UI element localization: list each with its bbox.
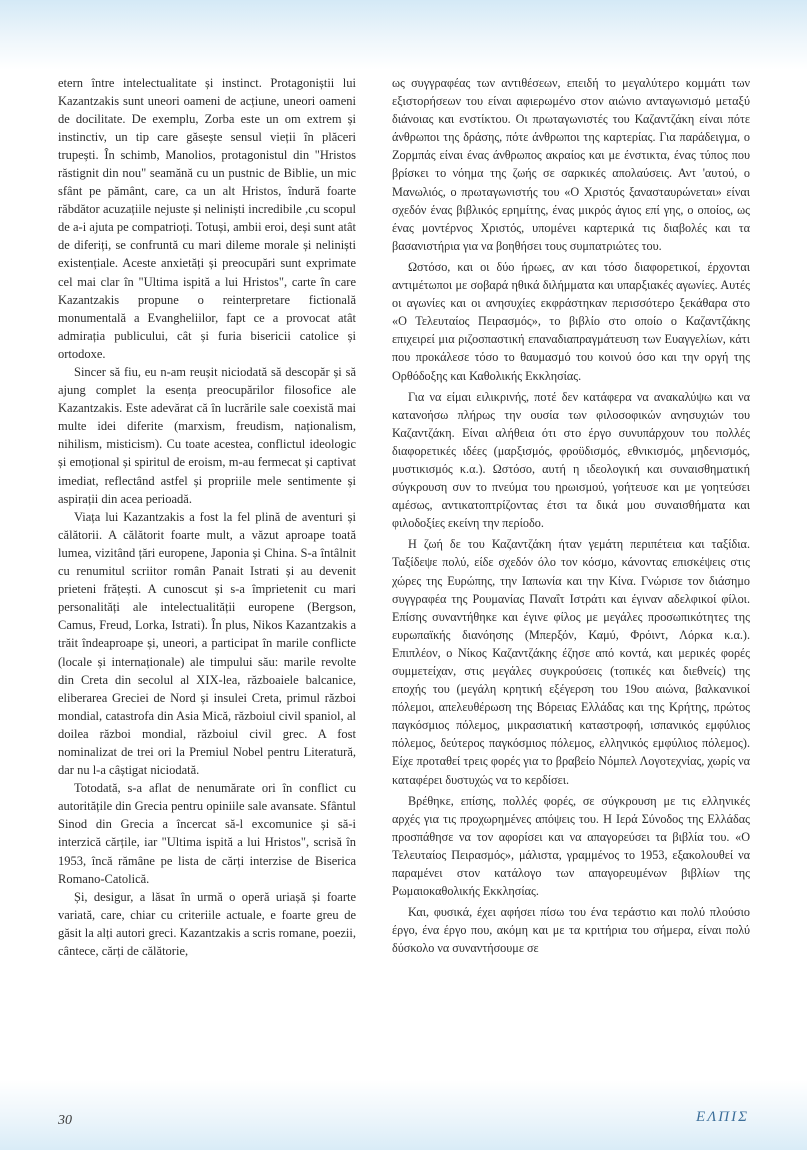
- paragraph-el-6: Και, φυσικά, έχει αφήσει πίσω του ένα τεράστιο και πολύ πλούσιο έργο, ένα έργο που, ακόμη και με τα κριτήρια του σήμερα, είναι πολύ δύσκολο να συναντήσουμε σε: [392, 905, 750, 956]
- romanian-text-column: [58, 74, 356, 1074]
- paragraph-ro-5: Și, desigur, a lăsat în urmă o operă uriașă și foarte variată, care, chiar cu criteriile actuale, e foarte greu de găsit la alți autori greci. Kazantzakis a scris romane, poezii, cântece, cărți de călătorie,: [58, 890, 356, 959]
- paragraph-el-1: ως συγγραφέας των αντιθέσεων, επειδή το μεγαλύτερο κομμάτι των εξιστορήσεων του είναι αφιερωμένο στον αιώνιο ανταγωνισμό μεταξύ διάνοιας και ενστίκτου. Οι πρωταγωνιστές του Καζαντζάκη είναι πότε άνθρωποι της δράσης, πότε άνθρωποι της καρτερίας. Για παράδειγμα, ο Ζορμπάς είναι ένας άνθρωπος ακραίος και με ένστικτα, ένας τύπος που βρίσκει το νόημα της ζωής σε σαρκικές απολαύσεις. Αντ 'αυτού, ο Μανωλιός, ο πρωταγωνιστής του «Ο Χριστός ξανασταυρώνεται» είναι σχεδόν ένας βιβλικός ερημίτης, ένας μικρός άγιος επί γης, ο οποίος, ως ένας μοντέρνος Χριστός, υπομένει καρτερικά τις διαβολές και τα βασανιστήρια για να βοηθήσει τους συμπατριώτες του.: [392, 76, 750, 253]
- greek-text-column: [392, 74, 750, 1086]
- journal-name: ΕΛΠΙΣ: [696, 1109, 749, 1125]
- paragraph-el-4: Η ζωή δε του Καζαντζάκη ήταν γεμάτη περιπέτεια και ταξίδια. Ταξίδεψε πολύ, είδε σχεδόν όλο τον κόσμο, κάνοντας επισκέψεις στις χώρες της Ευρώπης, την Ιαπωνία και την Κίνα. Γνώρισε τον διάσημο συγγραφέα της Ρουμανίας Παναΐτ Ιστράτι και έγιναν αδελφικοί φίλοι. Επίσης συναντήθηκε και έγινε φίλος με μεγάλες προσωπικότητες της ευρωπαϊκής διανόησης (Μπερξόν, Καμύ, Φρόιντ, Λόρκα κ.α.). Επιπλέον, ο Νίκος Καζαντζάκης έζησε από κοντά, και μερικές φορές συμμετείχαν, στις μεγάλες συγκρούσεις (τοπικές και διεθνείς) της εποχής του (μεγάλη κρητική εξέγερση του 19ου αιώνα, βαλκανικοί πόλεμοι, απελευθέρωση της Βόρειας Ελλάδας και της Κρήτης, πρώτος παγκόσμιος πόλεμος, μικρασιατική καταστροφή, ισπανικός εμφύλιος πόλεμος, δεύτερος παγκόσμιος πόλεμος, ελληνικός εμφύλιος πόλεμος). Είχε προταθεί τρεις φορές για το βραβείο Νόμπελ Λογοτεχνίας, χωρίς να καταφέρει δυστυχώς να το κερδίσει.: [392, 537, 750, 787]
- header-gradient-band: [0, 0, 807, 70]
- paragraph-ro-1: etern între intelectualitate și instinct. Protagoniștii lui Kazantzakis sunt uneori oameni de acțiune, uneori oameni de docilitate. De exemplu, Zorba este un om extrem și instinctiv, un tip care găsește sensul vieții în plăceri trupești. În schimb, Manolios, protagonistul din "Hristos răstignit din nou" seamănă cu un pustnic de Biblie, un mic sfânt pe pământ, care, ca un alt Hristos, îndură foarte răbdător acuzațiile nejuste și neliniști incredibile ,cu scopul de a-i ajuta pe compatrioți. Totuși, ambii eroi, deși sunt atât de diferiți, se confruntă cu mari dileme morale și neliniști existențiale. Aceste anxietăți și preocupări sunt exprimate cel mai clar în "Ultima ispită a lui Hristos", carte în care Kazantzakis propune o reinterpretare fictională monumentală a Evangheliilor, fapt ce a provocat atât admirația publicului, cât și furia bisericii catolice și ortodoxe.: [58, 76, 356, 361]
- paragraph-el-3: Για να είμαι ειλικρινής, ποτέ δεν κατάφερα να ανακαλύψω και να κατανοήσω πλήρως την ουσία των φιλοσοφικών ανησυχιών του Καζαντζάκη. Είναι αλήθεια ότι στο έργο συνυπάρχουν του πολλές διαφορετικές ιδέες (μαρξισμός, φροϋδισμός, εθνικισμός, μηδενισμός, μυστικισμός κ.α.). Ωστόσο, αυτή η ιδεολογική και συναισθηματική σύγκρουση συν το πνεύμα του ηρωισμού, γοήτευσε και με γοητεύσει αμέσως, αντικατοπτρίζοντας έτσι τα δικά μου συναισθήματα και φιλοδοξίες εκείνη την περίοδο.: [392, 389, 750, 531]
- page-number: 30: [58, 1113, 72, 1128]
- footer-gradient-band: [0, 1080, 807, 1150]
- paragraph-ro-2: Sincer să fiu, eu n-am reușit niciodată să descopăr și să ajung complet la esența preocupărilor filosofice ale Kazantzakis. Este adevărat că în lucrările sale coexistă mai multe idei diferite (marxism, freudism, naționalism, nihilism, misticism). Cu toate acestea, conflictul ideologic și emoțional și spiritul de eroism, m-au fermecat și captivat imediat, reflectând astfel și propriile mele sentimente și aspirații din acea perioadă.: [58, 365, 356, 506]
- paragraph-el-5: Βρέθηκε, επίσης, πολλές φορές, σε σύγκρουση με τις ελληνικές αρχές για τις προχωρημένες απόψεις του. Η Ιερά Σύνοδος της Ελλάδας προσπάθησε να τον αφορίσει και να απαγορεύσει τα βιβλία του. «Ο Τελευταίος Πειρασμός», μάλιστα, γραμμένος το 1953, εξακολουθεί να παραμένει στον κατάλογο των απαγορευμένων βιβλίων της Ρωμαιοκαθολικής Εκκλησίας.: [392, 793, 750, 899]
- paragraph-el-2: Ωστόσο, και οι δύο ήρωες, αν και τόσο διαφορετικοί, έρχονται αντιμέτωποι με σοβαρά ηθικά διλήμματα και υπαρξιακές αγωνίες. Αυτές οι αγωνίες και οι ανησυχίες εκφράστηκαν περισσότερο ξεκάθαρα στο «Ο Τελευταίος Πειρασμός», το βιβλίο στο οποίο ο Καζαντζάκης επιχειρεί μια ριζοσπαστική επαναδιαπραγμάτευση των Ευαγγελίων, κάτι που προκάλεσε τόσο το θαυμασμό του κοινού όσο και την οργή της Ορθόδοξης και Καθολικής Εκκλησίας.: [392, 259, 750, 383]
- paragraph-ro-4: Totodată, s-a aflat de nenumărate ori în conflict cu autoritățile din Grecia pentru opiniile sale avansate. Sfântul Sinod din Grecia a încercat să-l excomunice și să-i interzică cărțile, iar "Ultima ispită a lui Hristos", scrisă în 1953, încă rămâne pe lista de cărți interzise de Biserica Romano-Catolică.: [58, 781, 356, 886]
- paragraph-ro-3: Viața lui Kazantzakis a fost la fel plină de aventuri și călătorii. A călătorit foarte mult, a văzut aproape toată lumea, vizitând țări europene, Japonia și China. S-a întâlnit cu renumitul scriitor român Panait Istrati și au devenit prieteni frățești. A cunoscut și s-a împrietenit cu mari personalități ale intelectualității europene (Bergson, Camus, Freud, Lorka, Istrati). În plus, Nikos Kazantzakis a trăit îndeaproape și, uneori, a participat în marile conflicte (locale și internaționale) ale timpului său: marile revolte din Creta din secolul al XIX-lea, războaiele balcanice, eliberarea Greciei de Nord și insulei Creta, primul război mondial, catastrofa din Asia Mică, războiul civil spaniol, al doilea război mondial, războiul civil grec. A fost nominalizat de trei ori la Premiul Nobel pentru Literatură, dar nu l-a câștigat niciodată.: [58, 510, 356, 777]
